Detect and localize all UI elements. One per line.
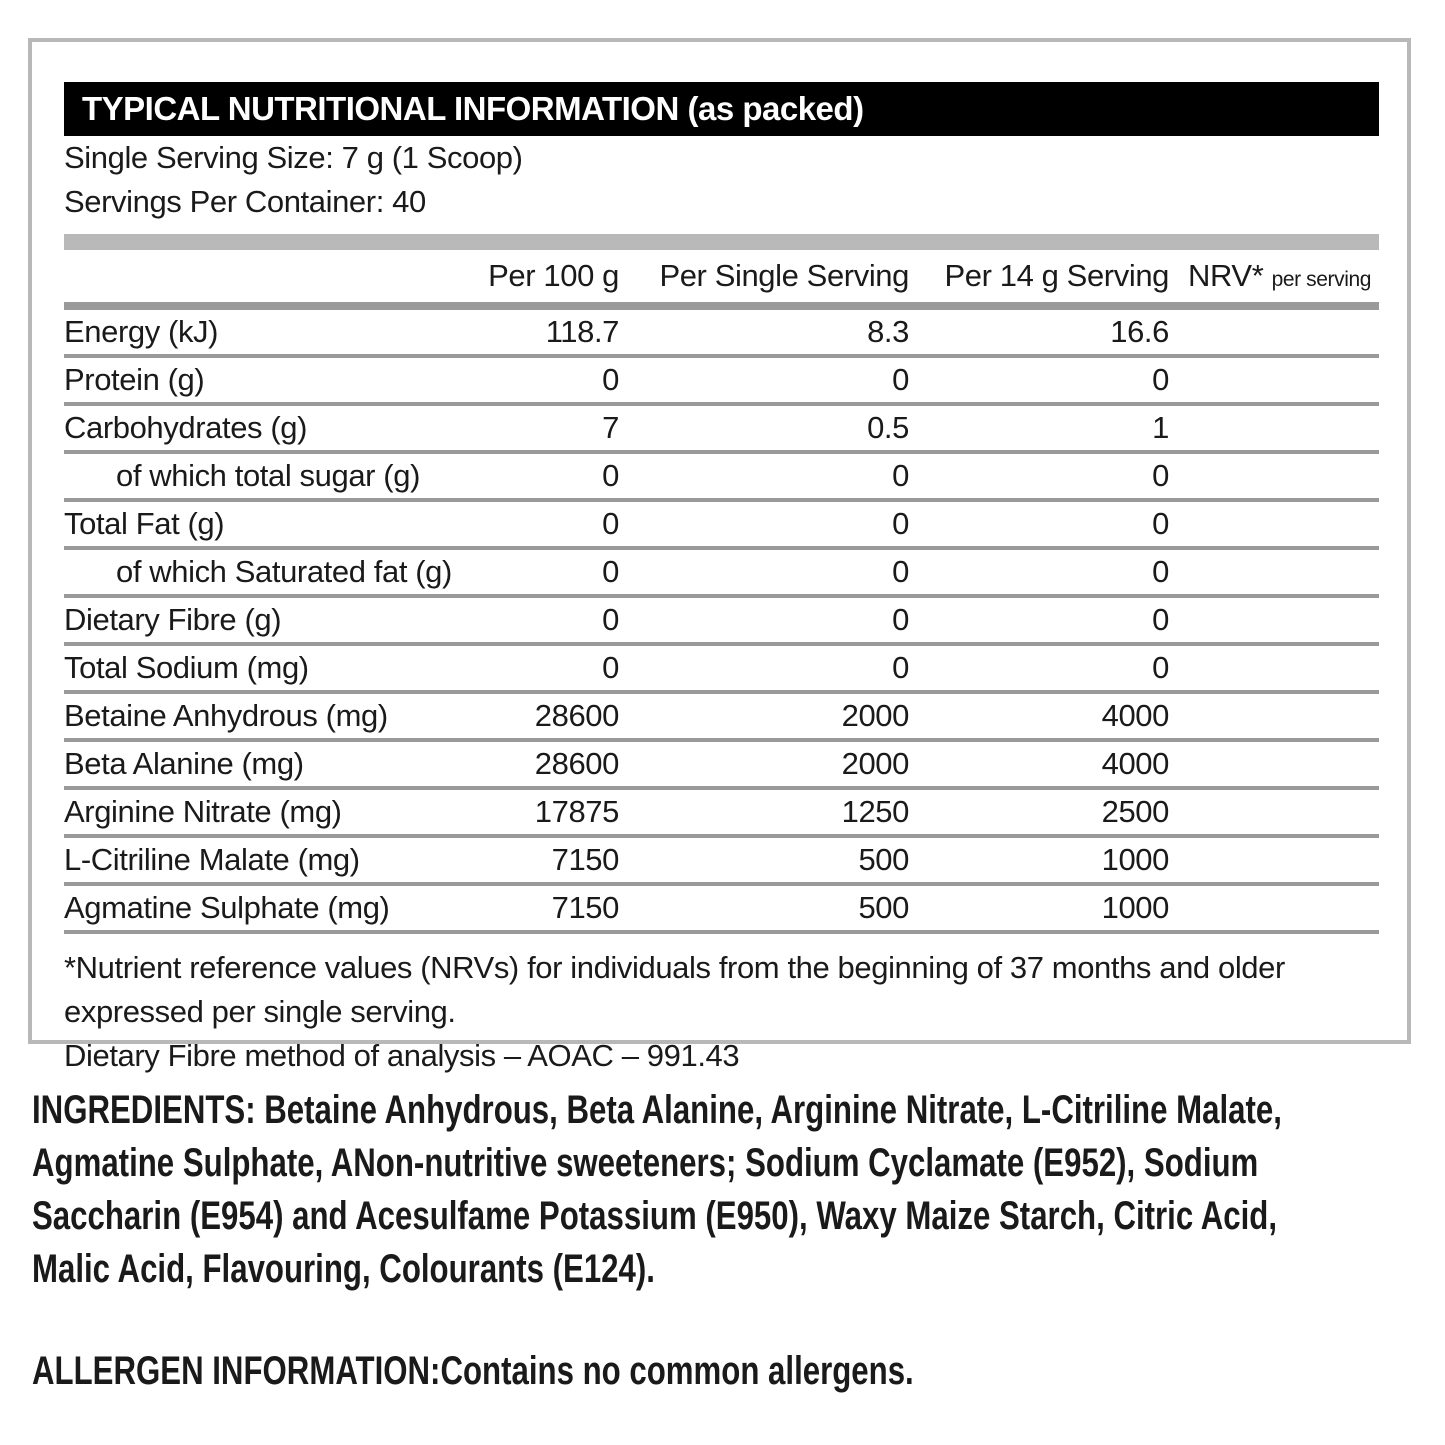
value-per-single-serving: 0.5: [867, 410, 909, 445]
serving-size: Single Serving Size: 7 g (1 Scoop): [64, 140, 523, 175]
nutrition-table: [64, 82, 1379, 1078]
column-headers: [64, 250, 1379, 302]
value-per-single-serving: 2000: [841, 746, 909, 781]
table-row: [64, 502, 1379, 550]
nutrient-name: Dietary Fibre (g): [64, 602, 282, 637]
table-row: [64, 358, 1379, 406]
value-per-100g: 17875: [534, 794, 619, 829]
table-row: [64, 838, 1379, 886]
table-row: [64, 550, 1379, 598]
ingredients-line: Malic Acid, Flavouring, Colourants (E124).: [32, 1247, 655, 1291]
value-per-single-serving: 0: [892, 650, 909, 685]
value-per-100g: 28600: [534, 698, 619, 733]
value-per-14g-serving: 0: [1152, 602, 1169, 637]
value-per-14g-serving: 0: [1152, 506, 1169, 541]
header-divider: [64, 302, 1379, 310]
table-row: [64, 598, 1379, 646]
value-per-14g-serving: 1000: [1101, 890, 1169, 925]
header-nrv: [1188, 258, 1371, 294]
nutrient-name: Total Sodium (mg): [64, 650, 309, 685]
table-row: [64, 406, 1379, 454]
nutrient-name: of which Saturated fat (g): [116, 554, 452, 589]
value-per-100g: 118.7: [545, 314, 619, 349]
divider: [64, 234, 1379, 250]
value-per-single-serving: 8.3: [867, 314, 909, 349]
ingredients-line: Agmatine Sulphate, ANon-nutritive sweeteners; Sodium Cyclamate (E952), Sodium: [32, 1141, 1259, 1185]
nutrient-rows: [64, 310, 1379, 934]
value-per-100g: 0: [602, 458, 619, 493]
value-per-single-serving: 0: [892, 506, 909, 541]
nutrient-name: Agmatine Sulphate (mg): [64, 890, 390, 925]
value-per-14g-serving: 4000: [1101, 698, 1169, 733]
table-row: [64, 646, 1379, 694]
allergen-information: ALLERGEN INFORMATION:Contains no common allergens.: [32, 1349, 914, 1393]
nutrient-name: Carbohydrates (g): [64, 410, 308, 445]
value-per-single-serving: 0: [892, 458, 909, 493]
value-per-14g-serving: 0: [1152, 650, 1169, 685]
value-per-100g: 0: [602, 602, 619, 637]
header-per-single-serving: Per Single Serving: [659, 258, 909, 293]
nrv-footnote-line-2: expressed per single serving.: [64, 994, 456, 1029]
nutrient-name: Protein (g): [64, 362, 205, 397]
ingredients-line: INGREDIENTS: Betaine Anhydrous, Beta Alanine, Arginine Nitrate, L-Citriline Malate,: [32, 1088, 1282, 1132]
nutrient-name: of which total sugar (g): [116, 458, 420, 493]
value-per-100g: 28600: [534, 746, 619, 781]
table-row: [64, 454, 1379, 502]
ingredients-text: [32, 1084, 1405, 1296]
nutrient-name: Arginine Nitrate (mg): [64, 794, 342, 829]
header-per-100g: Per 100 g: [488, 258, 619, 293]
value-per-14g-serving: 4000: [1101, 746, 1169, 781]
nutrient-name: Energy (kJ): [64, 314, 219, 349]
nutrient-name: L-Citriline Malate (mg): [64, 842, 360, 877]
nutrient-name: Beta Alanine (mg): [64, 746, 304, 781]
nutrient-name: Total Fat (g): [64, 506, 225, 541]
footnotes: [64, 946, 1379, 1078]
value-per-100g: 0: [602, 506, 619, 541]
nrv-footnote-line-1: *Nutrient reference values (NRVs) for individuals from the beginning of 37 months and older: [64, 950, 1285, 985]
value-per-14g-serving: 16.6: [1110, 314, 1169, 349]
value-per-100g: 7: [602, 410, 619, 445]
value-per-100g: 7150: [551, 842, 619, 877]
value-per-14g-serving: 2500: [1101, 794, 1169, 829]
value-per-single-serving: 500: [858, 890, 909, 925]
servings-per-container: Servings Per Container: 40: [64, 184, 426, 219]
value-per-14g-serving: 1000: [1101, 842, 1169, 877]
table-row: [64, 790, 1379, 838]
value-per-single-serving: 2000: [841, 698, 909, 733]
fibre-method-note: Dietary Fibre method of analysis – AOAC – 991.43: [64, 1038, 740, 1073]
header-per-14g-serving: Per 14 g Serving: [944, 258, 1169, 293]
ingredients-line: Saccharin (E954) and Acesulfame Potassium (E950), Waxy Maize Starch, Citric Acid,: [32, 1194, 1277, 1238]
value-per-100g: 0: [602, 362, 619, 397]
value-per-single-serving: 1250: [841, 794, 909, 829]
value-per-14g-serving: 0: [1152, 554, 1169, 589]
value-per-single-serving: 0: [892, 362, 909, 397]
nrv-label: NRV*: [1188, 258, 1264, 293]
value-per-single-serving: 0: [892, 554, 909, 589]
nutrition-panel: [28, 38, 1411, 1073]
nrv-sub-label: per serving: [1271, 268, 1372, 291]
value-per-single-serving: 500: [858, 842, 909, 877]
value-per-14g-serving: 1: [1152, 410, 1169, 445]
value-per-14g-serving: 0: [1152, 362, 1169, 397]
value-per-14g-serving: 0: [1152, 458, 1169, 493]
value-per-100g: 0: [602, 650, 619, 685]
table-row: [64, 310, 1379, 358]
nutrient-name: Betaine Anhydrous (mg): [64, 698, 388, 733]
value-per-100g: 7150: [551, 890, 619, 925]
value-per-100g: 0: [602, 554, 619, 589]
nutrition-title: TYPICAL NUTRITIONAL INFORMATION (as packed): [64, 82, 1379, 136]
table-row: [64, 886, 1379, 934]
table-row: [64, 694, 1379, 742]
value-per-single-serving: 0: [892, 602, 909, 637]
table-row: [64, 742, 1379, 790]
